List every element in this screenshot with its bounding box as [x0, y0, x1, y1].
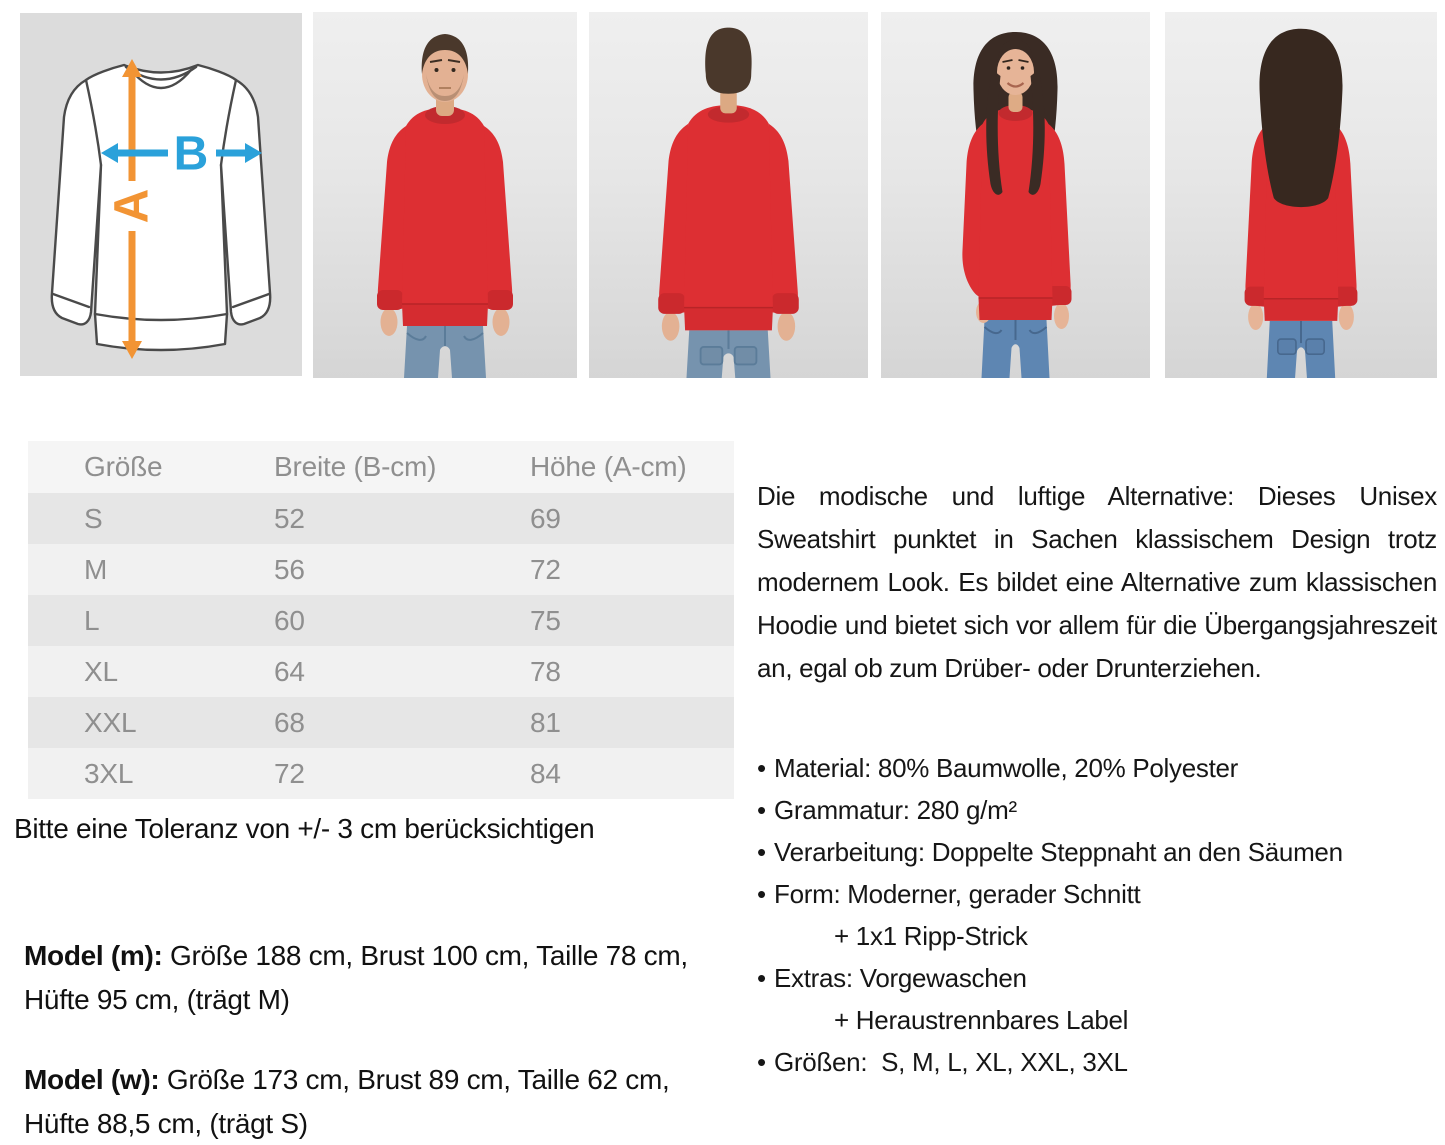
sweatshirt — [658, 105, 799, 330]
product-details-list — [757, 747, 1441, 1083]
photo-male-front — [313, 12, 577, 378]
breite-cell: 68 — [218, 697, 474, 748]
size-diagram-panel — [20, 13, 302, 376]
detail-continuation: + Heraustrennbares Label — [834, 1005, 1129, 1035]
detail-form — [757, 873, 1441, 957]
model-m-text: Größe 188 cm, Brust 100 cm, Taille 78 cm, Hüfte 95 cm, (trägt M) — [24, 940, 688, 1015]
jeans — [982, 320, 1050, 378]
model-m-label: Model (m): — [24, 940, 163, 971]
model-m-note — [24, 934, 730, 1022]
jeans — [404, 326, 486, 378]
sweatshirt-measurement-diagram — [20, 13, 302, 376]
model-female-front-illustration — [881, 12, 1150, 378]
diagram-label-a: A — [105, 188, 159, 224]
detail-material — [757, 747, 1441, 789]
model-w-label: Model (w): — [24, 1064, 160, 1095]
model-male-back-illustration — [589, 12, 868, 378]
hoehe-cell: 69 — [474, 493, 734, 544]
size-row-3xl — [28, 748, 734, 799]
size-row-m — [28, 544, 734, 595]
model-w-note — [24, 1058, 730, 1145]
hair — [705, 28, 751, 94]
header-groesse: Größe — [28, 441, 218, 493]
size-row-xxl — [28, 697, 734, 748]
detail-grammatur — [757, 789, 1441, 831]
detail-text: • Extras: Vorgewaschen — [774, 963, 1027, 993]
hoehe-cell: 84 — [474, 748, 734, 799]
size-cell: M — [28, 544, 218, 595]
detail-text: • Material: 80% Baumwolle, 20% Polyester — [774, 753, 1239, 783]
detail-text: • Form: Moderner, gerader Schnitt — [774, 879, 1141, 909]
size-row-l — [28, 595, 734, 646]
size-row-xl — [28, 646, 734, 697]
breite-cell: 52 — [218, 493, 474, 544]
breite-cell: 56 — [218, 544, 474, 595]
detail-text: • Grammatur: 280 g/m² — [774, 795, 1017, 825]
photo-male-back — [589, 12, 868, 378]
header-breite: Breite (B-cm) — [218, 441, 474, 493]
photo-female-back — [1165, 12, 1437, 378]
breite-cell: 72 — [218, 748, 474, 799]
sweatshirt — [962, 105, 1071, 320]
head — [422, 34, 468, 116]
model-male-front-illustration — [313, 12, 577, 378]
detail-text: • Verarbeitung: Doppelte Steppnaht an den Säumen — [774, 837, 1343, 867]
head — [705, 28, 751, 114]
jeans — [686, 330, 771, 378]
product-description: Die modische und luftige Alternative: Dieses Unisex Sweatshirt punktet in Sachen klassischem Design trotz modernem Look. Es bildet eine Alternative zum klassischen Hoodie und bietet sich vor allem für die Übergangsjahreszeit an, egal ob zum Drüber- oder Drunterziehen. — [757, 481, 1437, 683]
diagram-label-b: B — [173, 127, 209, 181]
model-female-back-illustration — [1165, 12, 1437, 378]
hoehe-cell: 72 — [474, 544, 734, 595]
size-cell: S — [28, 493, 218, 544]
hoehe-cell: 75 — [474, 595, 734, 646]
breite-cell: 60 — [218, 595, 474, 646]
size-cell: XL — [28, 646, 218, 697]
hair — [1259, 29, 1342, 207]
tolerance-note: Bitte eine Toleranz von +/- 3 cm berücksichtigen — [14, 813, 595, 844]
detail-verarbeitung — [757, 831, 1441, 873]
breite-cell: 64 — [218, 646, 474, 697]
size-row-s — [28, 493, 734, 544]
hoehe-cell: 78 — [474, 646, 734, 697]
detail-continuation: + 1x1 Ripp-Strick — [834, 921, 1028, 951]
sweatshirt — [377, 106, 513, 326]
photo-female-front — [881, 12, 1150, 378]
jeans — [1267, 321, 1336, 378]
size-cell: 3XL — [28, 748, 218, 799]
model-w-text: Größe 173 cm, Brust 89 cm, Taille 62 cm, Hüfte 88,5 cm, (trägt S) — [24, 1064, 670, 1139]
header-hoehe: Höhe (A-cm) — [474, 441, 734, 493]
size-cell: L — [28, 595, 218, 646]
size-table — [28, 441, 734, 799]
sweatshirt-outline — [52, 65, 270, 350]
detail-extras — [757, 957, 1441, 1041]
hoehe-cell: 81 — [474, 697, 734, 748]
size-table-header-row — [28, 441, 734, 493]
detail-groessen — [757, 1041, 1441, 1083]
detail-text: • Größen: S, M, L, XL, XXL, 3XL — [774, 1047, 1128, 1077]
size-cell: XXL — [28, 697, 218, 748]
